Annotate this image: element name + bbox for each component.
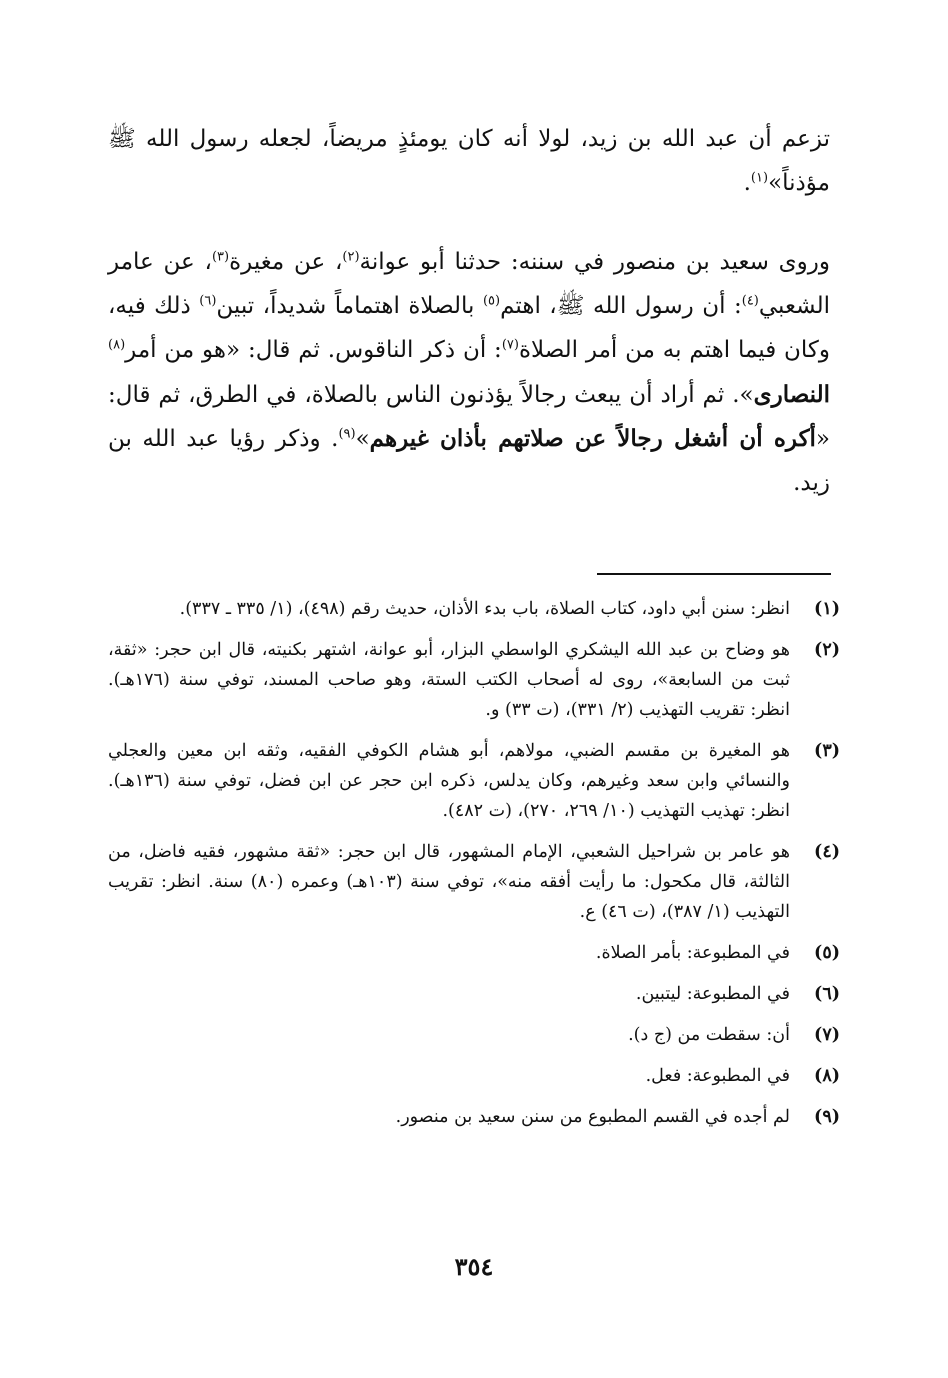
footnote-text: في المطبوعة: فعل. bbox=[645, 1066, 790, 1086]
footnote-ref-3: (٣) bbox=[211, 249, 230, 265]
footnote-text: انظر: سنن أبي داود، كتاب الصلاة، باب بدء الأذان، حديث رقم (٤٩٨)، (١/ ٣٣٥ ـ ٣٣٧). bbox=[179, 599, 790, 619]
footnote-2 bbox=[108, 635, 840, 725]
footnote-text: في المطبوعة: بأمر الصلاة. bbox=[595, 943, 790, 963]
paragraph-2-text-10: . وذكر رؤيا عبد الله بن زيد. bbox=[108, 426, 830, 496]
paragraph-2-text-3: ، عن عامر الشعبي bbox=[108, 249, 830, 319]
footnote-ref-9: (٩) bbox=[338, 426, 356, 442]
footnote-ref-6: (٦) bbox=[199, 292, 217, 308]
footnote-text: في المطبوعة: ليتبين. bbox=[635, 984, 790, 1004]
footnote-3 bbox=[108, 736, 840, 826]
footnote-7 bbox=[108, 1020, 840, 1050]
footnote-number: (٢) bbox=[814, 640, 840, 660]
paragraph-2-text-8: ». ثم أراد أن يبعث رجالاً يؤذنون الناس بالصلاة، في الطرق، ثم قال: « bbox=[108, 381, 830, 452]
footnote-1 bbox=[108, 594, 840, 624]
footnote-text: هو المغيرة بن مقسم الضبي، مولاهم، أبو هشام الكوفي الفقيه، وثقه ابن معين والعجلي والنسائي وابن سعد وغيرهم، وكان يدلس، ذكره ابن حجر عن ابن فضل، توفي سنة (١٣٦هـ). انظر: تهذيب التهذيب (١٠/ ٢٦٩، ٢٧٠)، (ت ٤٨٢). bbox=[108, 741, 790, 821]
footnote-text: لم أجده في القسم المطبوع من سنن سعيد بن منصور. bbox=[395, 1107, 790, 1127]
footnote-number: (٦) bbox=[814, 984, 840, 1004]
paragraph-1-text: تزعم أن عبد الله بن زيد، لولا أنه كان يومئذٍ مريضاً، لجعله رسول الله ﷺ مؤذناً» bbox=[108, 126, 830, 196]
footnote-text: هو عامر بن شراحيل الشعبي، الإمام المشهور، قال ابن حجر: «ثقة مشهور، فقيه فاضل، من الثالثة، قال مكحول: ما رأيت أفقه منه»، توفي سنة (١٠٣هـ) وعمره (٨٠) سنة. انظر: تقريب التهذيب (١/ ٣٨٧)، (ت ٤٦) ع. bbox=[108, 842, 790, 922]
paragraph-2-text-1: وروى سعيد بن منصور في سننه: حدثنا أبو عوانة bbox=[359, 249, 830, 275]
footnote-ref-8: (٨) bbox=[108, 337, 126, 353]
footnote-6 bbox=[108, 979, 840, 1009]
footnote-ref-5: (٥) bbox=[482, 292, 501, 308]
footnote-number: (٨) bbox=[814, 1066, 840, 1086]
footnote-number: (١) bbox=[814, 599, 840, 619]
main-text bbox=[108, 118, 830, 505]
paragraph-2-text-9: » bbox=[355, 426, 370, 452]
footnote-number: (٥) bbox=[814, 943, 840, 963]
footnotes bbox=[108, 594, 840, 1143]
paragraph-1: تزعم أن عبد الله بن زيد، لولا أنه كان يومئذٍ مريضاً، لجعله رسول الله ﷺ مؤذناً»$^{(١)}$. bbox=[108, 126, 830, 196]
page-number: ٣٥٤ bbox=[454, 1252, 494, 1281]
footnote-text: هو وضاح بن عبد الله اليشكري الواسطي البزار، أبو عوانة، اشتهر بكنيته، قال ابن حجر: «ثقة، ثبت من السابعة»، روى له أصحاب الكتب الستة، وهو صاحب المسند، توفي سنة (١٧٦هـ). انظر: تقريب التهذيب (٢/ ٣٣١)، (ت ٣٣) و. bbox=[108, 640, 790, 720]
footnote-text: أن: سقطت من (ج د). bbox=[628, 1025, 790, 1045]
paragraph-2-text-5: بالصلاة اهتماماً شديداً، تبين bbox=[216, 292, 483, 319]
footnote-9 bbox=[108, 1102, 840, 1132]
footnote-number: (٩) bbox=[814, 1107, 840, 1127]
paragraph-2-text-2: ، عن مغيرة bbox=[229, 249, 343, 275]
quote-bold-2: أكره أن أشغل رجالاً عن صلاتهم بأذان غيرهم bbox=[369, 425, 816, 452]
paragraph-2 bbox=[108, 241, 830, 505]
footnote-number: (٣) bbox=[814, 741, 840, 761]
paragraph-2-text-6: ذلك فيه، وكان فيما اهتم به من أمر الصلاة bbox=[108, 292, 830, 363]
footnote-8 bbox=[108, 1061, 840, 1091]
paragraph-2-text-7: : أن ذكر الناقوس. ثم قال: «هو من أمر bbox=[125, 337, 502, 363]
footnote-5 bbox=[108, 938, 840, 968]
paragraph-2-text-4: : أن رسول الله ﷺ، اهتم bbox=[500, 292, 742, 319]
footnote-separator bbox=[597, 573, 831, 575]
footnote-ref-4: (٤) bbox=[741, 292, 759, 308]
footnote-number: (٤) bbox=[814, 842, 840, 862]
footnote-4 bbox=[108, 837, 840, 927]
footnote-number: (٧) bbox=[814, 1025, 840, 1045]
footnote-ref-2: (٢) bbox=[342, 249, 360, 265]
footnote-ref-1: (١) bbox=[750, 169, 769, 185]
quote-bold-1: النصارى bbox=[753, 380, 830, 408]
footnote-ref-7: (٧) bbox=[501, 337, 519, 353]
